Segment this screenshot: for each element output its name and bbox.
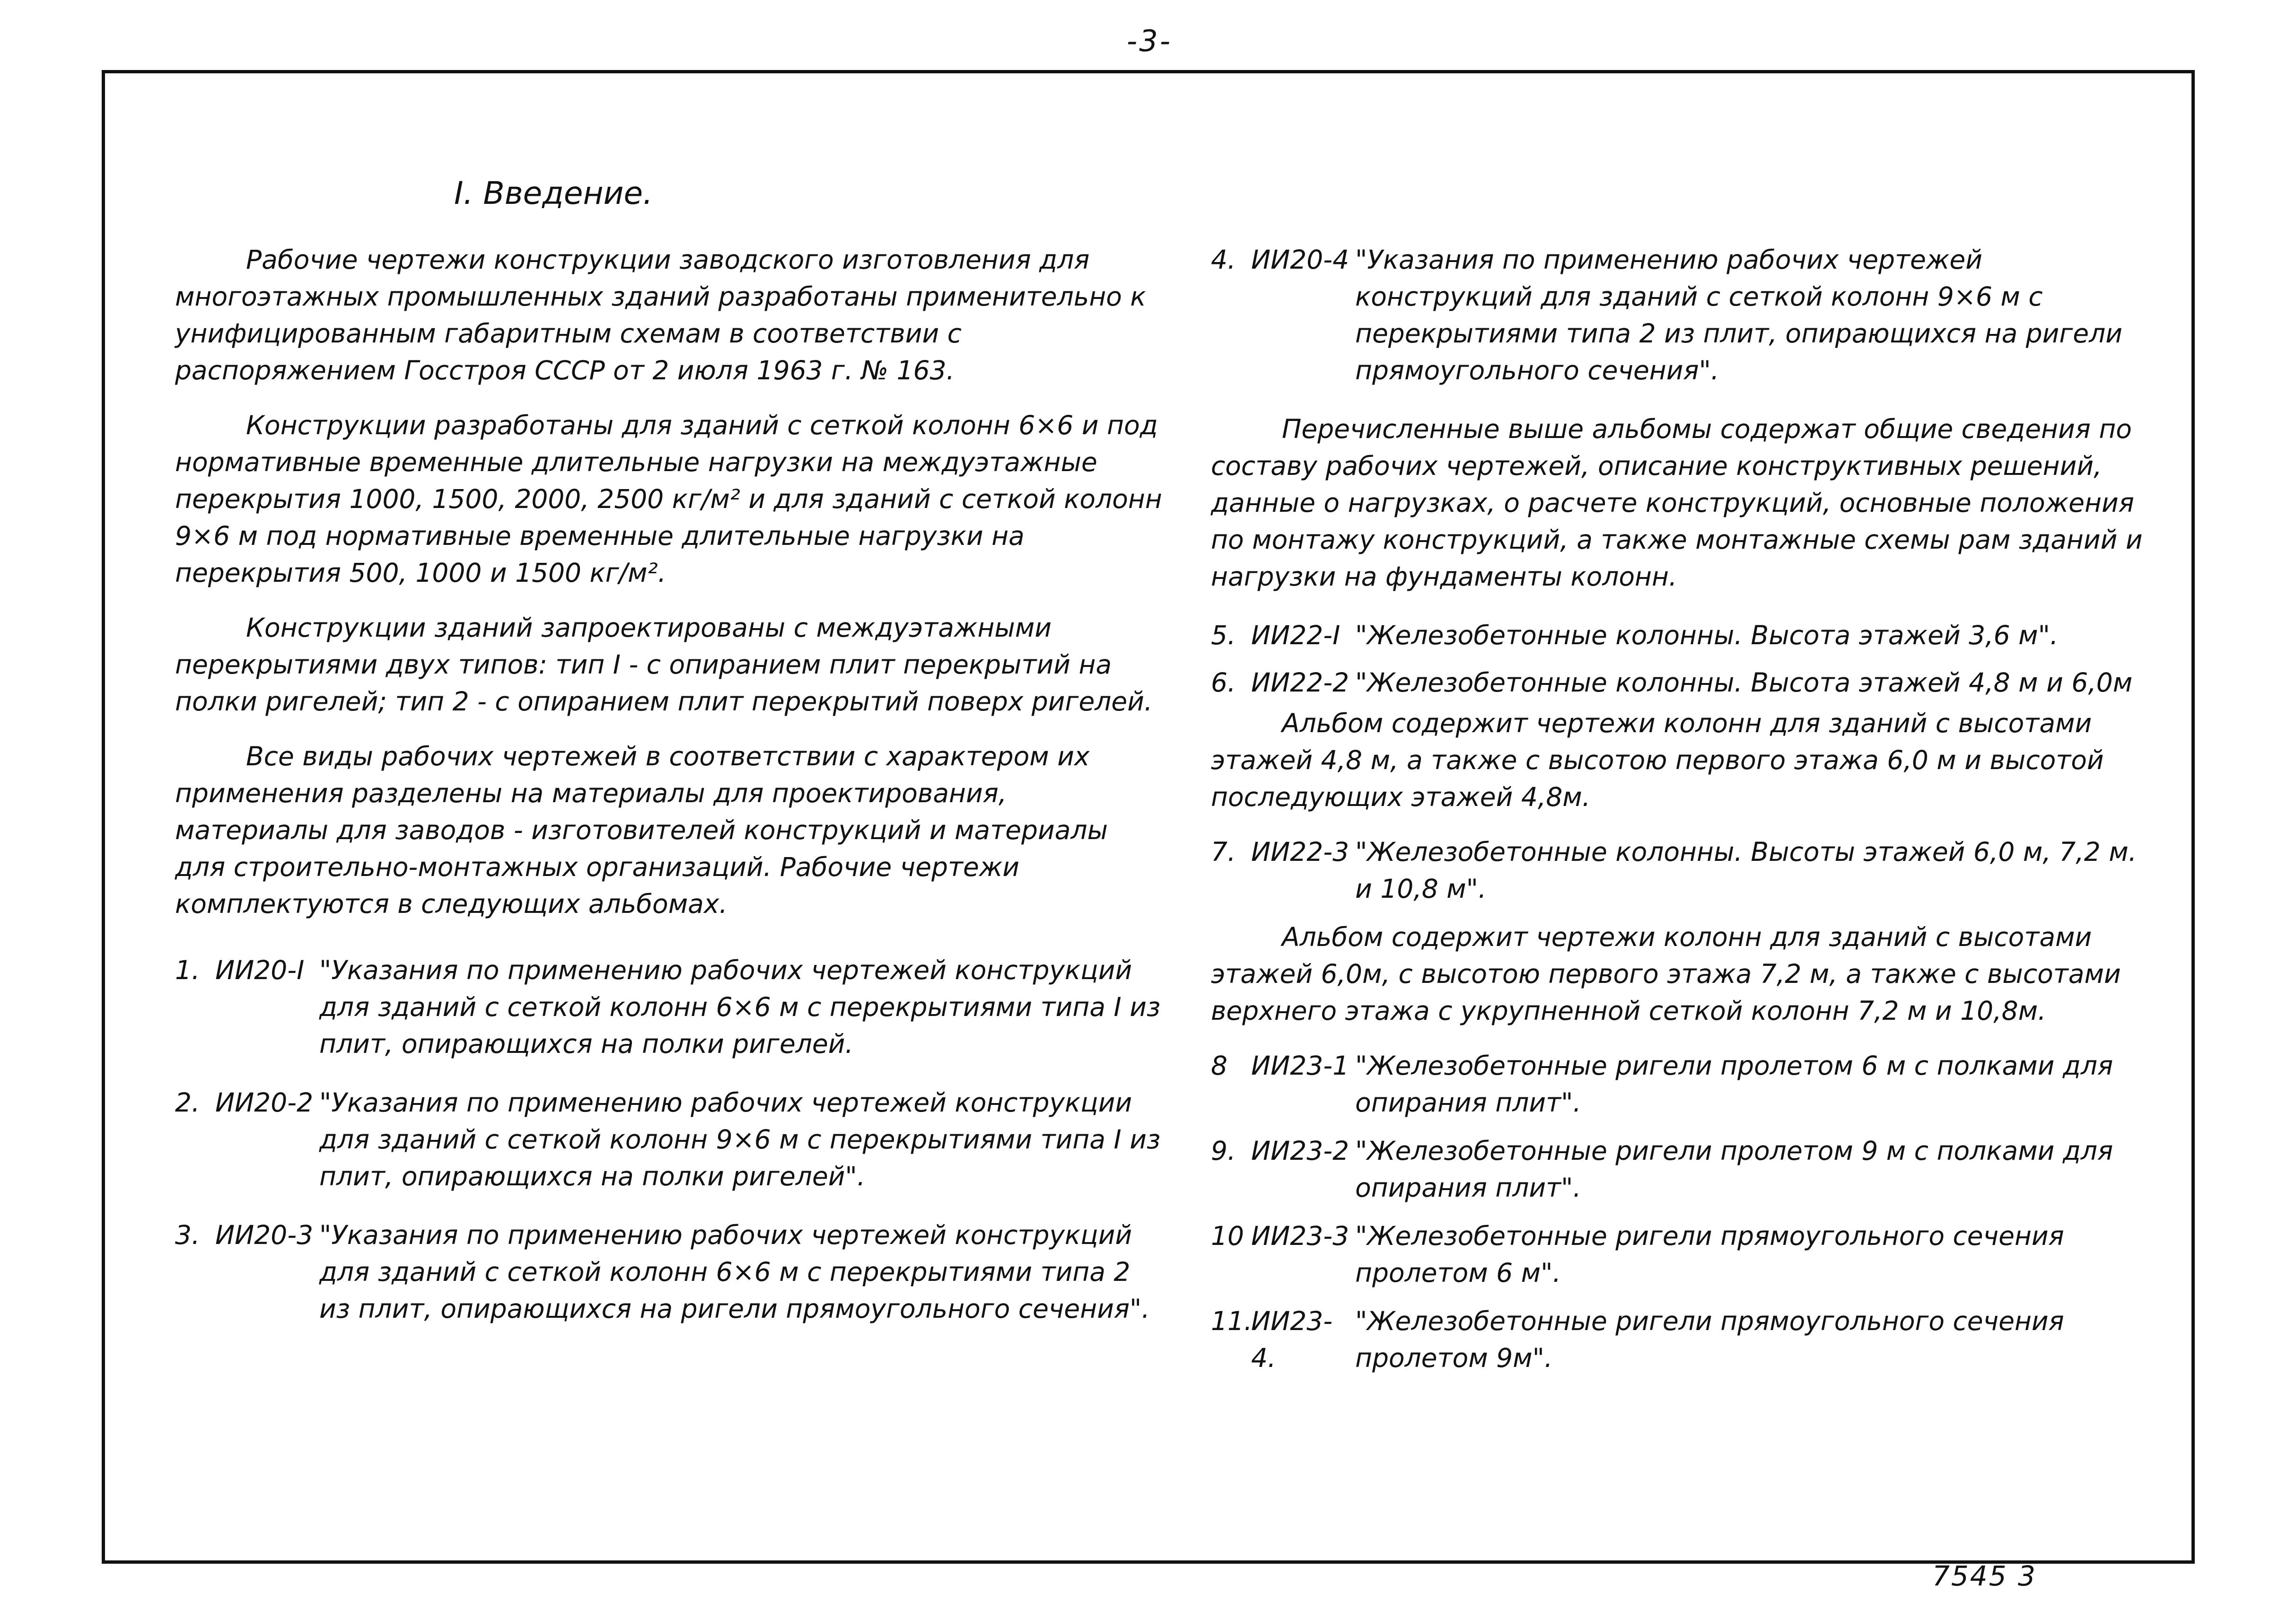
item-number: 8 (1211, 1051, 1227, 1081)
item-number: 5. (1211, 620, 1236, 650)
item-text: "Железобетонные колонны. Высоты этажей 6,0 м, 7,2 м. и 10,8 м". (1355, 837, 2137, 904)
item-number: 2. (175, 1087, 200, 1118)
item-code: ИИ23-2 (1251, 1136, 1350, 1166)
item-code: ИИ23-4. (1251, 1306, 1333, 1373)
album-item (1211, 1217, 2147, 1291)
item-number: 4. (1211, 245, 1236, 275)
grid-paragraph: Конструкции разработаны для зданий с сеткой колонн 6×6 и под нормативные временные длительные нагрузки на междуэтажные перекрытия 1000, 1500, 2000, 2500 кг/м² и для зданий с сеткой колонн 9×6 м под нормативные временные длительные нагрузки на перекрытия 500, 1000 и 1500 кг/м². (175, 410, 1162, 588)
item-text: "Железобетонные колонны. Высота этажей 3,6 м". (1355, 620, 2059, 650)
item-number: 6. (1211, 667, 1236, 698)
item-number: 10 (1211, 1221, 1244, 1251)
album-item (175, 952, 1164, 1062)
item-code: ИИ23-1 (1251, 1051, 1350, 1081)
item-text: "Указания по применению рабочих чертежей конструкции для зданий с сеткой колонн 9×6 м с перекрытиями типа I из плит, опирающихся на полки ригелей". (319, 1087, 1161, 1191)
item-code: ИИ22-3 (1251, 837, 1350, 867)
item-number: 3. (175, 1220, 200, 1250)
albums-summary-paragraph: Перечисленные выше альбомы содержат общие сведения по составу рабочих чертежей, описание конструктивных решений, данные о нагрузках, о расчете конструкций, основные положения по монтажу конструкций, а также монтажные схемы рам зданий и нагрузки на фундаменты колонн. (1211, 414, 2143, 592)
item-text: "Указания по применению рабочих чертежей конструкций для зданий с сеткой колонн 6×6 м с перекрытиями типа I из плит, опирающихся на полки ригелей. (319, 955, 1161, 1059)
item-number: 11. (1211, 1306, 1253, 1336)
sheet-stamp: 7545 3 (1932, 1560, 2037, 1592)
album-item (1211, 1303, 2147, 1376)
item-code: ИИ20-3 (215, 1220, 314, 1250)
floor-types-paragraph: Конструкции зданий запроектированы с междуэтажными перекрытиями двух типов: тип I - с опиранием плит перекрытий на полки ригелей; тип 2 - с опиранием плит перекрытий поверх ригелей. (175, 613, 1153, 717)
item-number: 1. (175, 955, 200, 985)
item-text: "Железобетонные колонны. Высота этажей 4,8 м и 6,0м (1355, 667, 2133, 698)
item-code: ИИ20-2 (215, 1087, 314, 1118)
section-heading: I. Введение. (454, 175, 653, 211)
item-text: "Железобетонные ригели прямоугольного сечения пролетом 9м". (1355, 1306, 2064, 1373)
item-text: "Железобетонные ригели пролетом 6 м с полками для опирания плит". (1355, 1051, 2113, 1118)
album-columns-paragraph-2: Альбом содержит чертежи колонн для зданий с высотами этажей 6,0м, с высотою первого этажа 7,2 м, а также с высотами верхнего этажа с укрупненной сеткой колонн 7,2 м и 10,8м. (1211, 922, 2121, 1026)
intro-paragraph: Рабочие чертежи конструкции заводского изготовления для многоэтажных промышленных зданий разработаны применительно к унифицированным габаритным схемам в соответствии с распоряжением Госстроя СССР от 2 июля 1963 г. № 163. (175, 245, 1146, 385)
album-item (1211, 1132, 2147, 1206)
item-text: "Железобетонные ригели прямоугольного сечения пролетом 6 м". (1355, 1221, 2064, 1288)
album-columns-paragraph: Альбом содержит чертежи колонн для зданий с высотами этажей 4,8 м, а также с высотою первого этажа 6,0 м и высотой последующих этажей 4,8м. (1211, 708, 2104, 812)
item-code: ИИ22-2 (1251, 667, 1350, 698)
item-text: "Указания по применению рабочих чертежей конструкций для зданий с сеткой колонн 6×6 м с перекрытиями типа 2 из плит, опирающихся на ригели прямоугольного сечения". (319, 1220, 1150, 1324)
page-number: -3- (1126, 24, 1173, 58)
album-item (1211, 617, 2147, 654)
item-text: "Указания по применению рабочих чертежей конструкций для зданий с сеткой колонн 9×6 м с перекрытиями типа 2 из плит, опирающихся на ригели прямоугольного сечения". (1355, 245, 2123, 385)
item-code: ИИ20-4 (1251, 245, 1350, 275)
album-item (1211, 664, 2147, 701)
album-item (1211, 241, 2147, 389)
item-number: 7. (1211, 837, 1236, 867)
album-item (175, 1084, 1164, 1195)
right-column (1211, 241, 2147, 1388)
album-item (175, 1217, 1164, 1327)
album-item (1211, 1047, 2147, 1121)
item-code: ИИ23-3 (1251, 1221, 1350, 1251)
item-number: 9. (1211, 1136, 1236, 1166)
item-code: ИИ20-I (215, 955, 305, 985)
drawings-paragraph: Все виды рабочих чертежей в соответствии с характером их применения разделены на материалы для проектирования, материалы для заводов - изготовителей конструкций и материалы для строительно-монтажных организаций. Рабочие чертежи комплектуются в следующих альбомах. (175, 741, 1108, 919)
item-text: "Железобетонные ригели пролетом 9 м с полками для опирания плит". (1355, 1136, 2113, 1203)
item-code: ИИ22-I (1251, 620, 1341, 650)
left-column (175, 175, 1164, 1349)
album-item (1211, 833, 2147, 907)
